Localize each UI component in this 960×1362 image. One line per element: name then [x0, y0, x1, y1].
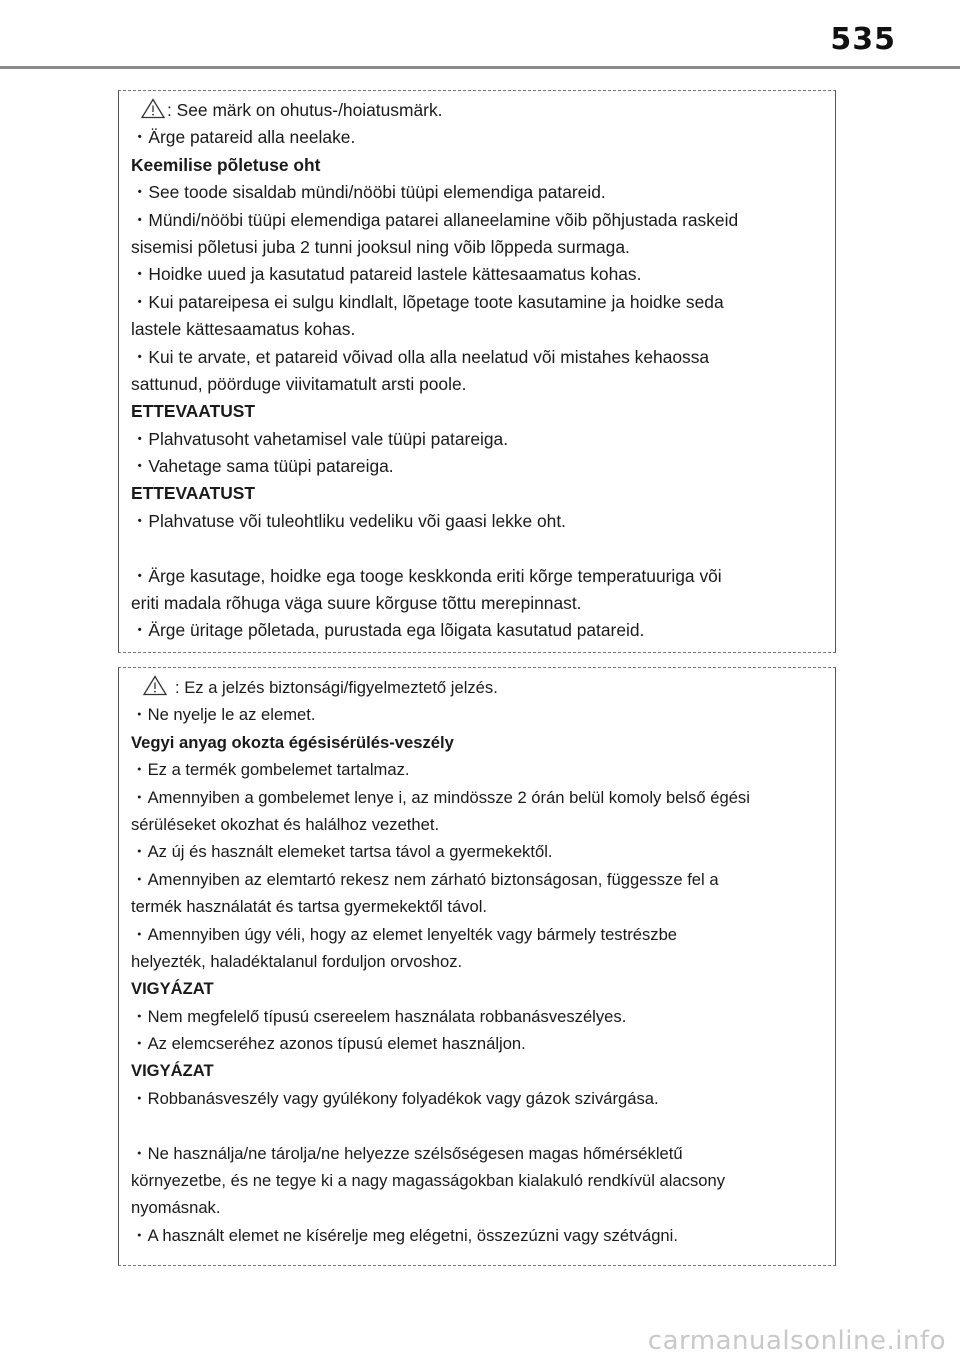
caution-heading: VIGYÁZAT	[131, 979, 214, 999]
list-item: ・See toode sisaldab mündi/nööbi tüüpi elemendiga patareid.	[131, 182, 606, 203]
list-item-continuation: eriti madala rõhuga väga suure kõrguse tõttu merepinnast.	[131, 593, 582, 614]
spacer	[131, 1112, 835, 1139]
spacer	[131, 535, 835, 562]
list-item-continuation: nyomásnak.	[131, 1198, 221, 1218]
caution-heading: ETTEVAATUST	[131, 401, 255, 422]
warning-symbol-line: : See märk on ohutus-/hoiatusmärk.	[131, 97, 835, 124]
list-item: ・Ärge üritage põletada, purustada ega lõigata kasutatud patareid.	[131, 620, 645, 641]
section-heading: Keemilise põletuse oht	[131, 154, 321, 175]
list-item: ・Plahvatuse või tuleohtliku vedeliku või gaasi lekke oht.	[131, 510, 567, 531]
list-item: ・Ne nyelje le az elemet.	[131, 705, 316, 725]
list-item-continuation: sérüléseket okozhat és halálhoz vezethet.	[131, 814, 440, 834]
list-item-continuation: termék használatát és tartsa gyermekektől távol.	[131, 897, 488, 917]
list-item: ・Amennyiben az elemtartó rekesz nem zárható biztonságosan, függessze fel a	[131, 869, 719, 889]
warning-triangle-icon	[143, 675, 167, 704]
list-item: ・Amennyiben a gombelemet lenye i, az mindössze 2 órán belül komoly belső égési	[131, 787, 750, 807]
list-item: ・Kui patareipesa ei sulgu kindlalt, lõpetage toote kasutamine ja hoidke seda	[131, 291, 724, 312]
list-item: ・Hoidke uued ja kasutatud patareid lastele kättesaamatus kohas.	[131, 264, 642, 285]
list-item: ・Ne használja/ne tárolja/ne helyezze szélsőségesen magas hőmérsékletű	[131, 1143, 683, 1163]
warning-symbol-line: : Ez a jelzés biztonsági/figyelmeztető jelzés.	[131, 674, 835, 701]
header-rule	[0, 66, 960, 69]
list-item: ・Az új és használt elemeket tartsa távol a gyermekektől.	[131, 842, 553, 862]
caution-heading: ETTEVAATUST	[131, 483, 255, 504]
warning-triangle-icon	[141, 98, 165, 127]
caution-heading: VIGYÁZAT	[131, 1061, 214, 1081]
hungarian-warning-box	[118, 667, 836, 1266]
list-item: ・Ärge kasutage, hoidke ega tooge keskkonda eriti kõrge temperatuuriga või	[131, 565, 722, 586]
list-item: ・Robbanásveszély vagy gyúlékony folyadékok vagy gázok szivárgása.	[131, 1088, 659, 1108]
list-item: ・Ez a termék gombelemet tartalmaz.	[131, 760, 410, 780]
list-item: ・Ärge patareid alla neelake.	[131, 127, 356, 148]
watermark-text: carmanualsonline.info	[647, 1326, 946, 1356]
list-item-continuation: sisemisi põletusi juba 2 tunni jooksul ning võib lõppeda surmaga.	[131, 236, 630, 257]
estonian-warning-box	[118, 90, 836, 653]
list-item: ・A használt elemet ne kísérelje meg elégetni, összezúzni vagy szétvágni.	[131, 1225, 678, 1245]
list-item: ・Nem megfelelő típusú csereelem használata robbanásveszélyes.	[131, 1006, 627, 1026]
list-item-continuation: sattunud, pöörduge viivitamatult arsti poole.	[131, 373, 467, 394]
list-item-continuation: lastele kättesaamatus kohas.	[131, 319, 356, 340]
list-item: ・Plahvatusoht vahetamisel vale tüüpi patareiga.	[131, 428, 509, 449]
section-heading: Vegyi anyag okozta égésisérülés-veszély	[131, 732, 454, 752]
list-item: ・Vahetage sama tüüpi patareiga.	[131, 456, 394, 477]
page-number: 535	[830, 22, 896, 57]
list-item: ・Mündi/nööbi tüüpi elemendiga patarei allaneelamine võib põhjustada raskeid	[131, 209, 739, 230]
list-item-continuation: környezetbe, és ne tegye ki a nagy magasságokban kialakuló rendkívül alacsony	[131, 1171, 726, 1191]
list-item: ・Kui te arvate, et patareid võivad olla alla neelatud või mistahes kehaossa	[131, 346, 710, 367]
list-item-continuation: helyezték, haladéktalanul forduljon orvoshoz.	[131, 951, 463, 971]
list-item: ・Az elemcseréhez azonos típusú elemet használjon.	[131, 1034, 526, 1054]
list-item: ・Amennyiben úgy véli, hogy az elemet lenyelték vagy bármely testrészbe	[131, 924, 678, 944]
